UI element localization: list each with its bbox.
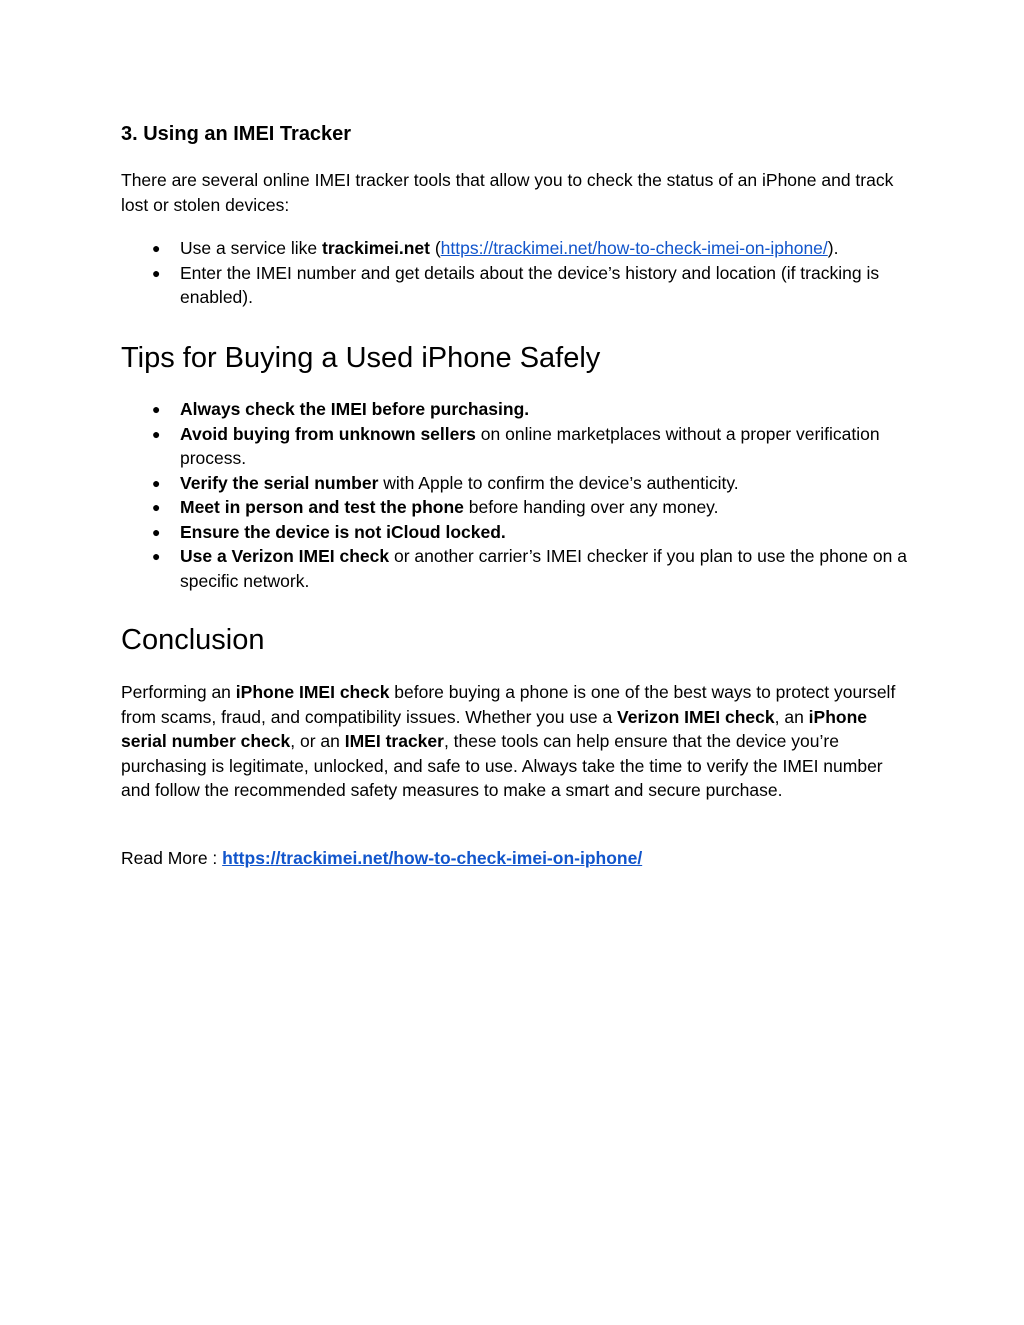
- conclusion-text: Performing an: [121, 682, 236, 702]
- bullet-dot-icon: ●: [152, 240, 161, 256]
- list-item-text: before handing over any money.: [463, 497, 719, 517]
- imei-tracker-intro: There are several online IMEI tracker tools that allow you to check the status of an iPhone and track lost or stolen devices:: [121, 170, 894, 215]
- read-more-link[interactable]: https://trackimei.net/how-to-check-imei-on-iphone/: [222, 848, 643, 868]
- trackimei-link[interactable]: https://trackimei.net/how-to-check-imei-on-iphone/: [440, 238, 828, 258]
- bullet-dot-icon: ●: [152, 548, 161, 564]
- tips-heading: Tips for Buying a Used iPhone Safely: [121, 342, 601, 374]
- imei-tracker-list: [121, 236, 911, 310]
- list-item-bold: Use a Verizon IMEI check: [180, 546, 390, 566]
- list-item-bold: Ensure the device is not iCloud locked.: [180, 521, 506, 542]
- list-item-bold: Always check the IMEI before purchasing.: [180, 399, 530, 419]
- conclusion-text: before buying a phone is one of the best ways to protect yourself from scams, fraud, and compatibility issues. Whether you use a: [121, 682, 896, 727]
- list-item: [121, 520, 911, 545]
- list-item-text: on online marketplaces without a proper verification process.: [180, 423, 880, 468]
- list-item-text: (: [429, 238, 441, 258]
- read-more-label: Read More :: [121, 848, 223, 868]
- bullet-dot-icon: ●: [152, 401, 161, 417]
- list-item: [121, 422, 911, 471]
- section-heading-imei-tracker: 3. Using an IMEI Tracker: [121, 123, 352, 145]
- conclusion-bold: IMEI tracker: [344, 731, 444, 751]
- list-item-bold: Meet in person and test the phone: [180, 497, 464, 517]
- bullet-dot-icon: ●: [152, 523, 161, 540]
- list-item-text: with Apple to confirm the device’s authenticity.: [378, 472, 739, 493]
- conclusion-bold: iPhone IMEI check: [235, 682, 390, 702]
- conclusion-bold: Verizon IMEI check: [617, 706, 775, 727]
- conclusion-text: , an: [774, 706, 809, 727]
- bullet-dot-icon: ●: [152, 474, 161, 491]
- list-item-bold: Avoid buying from unknown sellers: [180, 423, 476, 444]
- bullet-dot-icon: ●: [152, 499, 161, 515]
- list-item-text: Enter the IMEI number and get details about the device’s history and location (if tracking is enabled).: [180, 262, 880, 307]
- list-item: [121, 397, 911, 422]
- list-item: [121, 236, 911, 261]
- read-more-line: [121, 846, 911, 871]
- list-item: [121, 544, 911, 593]
- conclusion-bold: iPhone serial number check: [121, 706, 868, 751]
- bullet-dot-icon: ●: [152, 264, 161, 281]
- list-item: [121, 495, 911, 520]
- list-item: [121, 471, 911, 496]
- list-item-text: Use a service like: [180, 238, 322, 258]
- tips-list: [121, 397, 911, 593]
- conclusion-text: , or an: [290, 731, 345, 751]
- bullet-dot-icon: ●: [152, 425, 161, 442]
- conclusion-heading: Conclusion: [121, 624, 265, 656]
- list-item-bold: trackimei.net: [322, 238, 430, 258]
- conclusion-paragraph: [121, 680, 911, 803]
- list-item-text: ).: [827, 238, 839, 258]
- list-item-text: or another carrier’s IMEI checker if you plan to use the phone on a specific network.: [180, 546, 907, 591]
- list-item: [121, 261, 911, 310]
- list-item-bold: Verify the serial number: [180, 472, 379, 493]
- conclusion-text: , these tools can help ensure that the device you’re purchasing is legitimate, unlocked, and safe to use. Always take the time to verify the IMEI number and follow the recommended safety measures to make a smart and secure purchase.: [121, 731, 883, 800]
